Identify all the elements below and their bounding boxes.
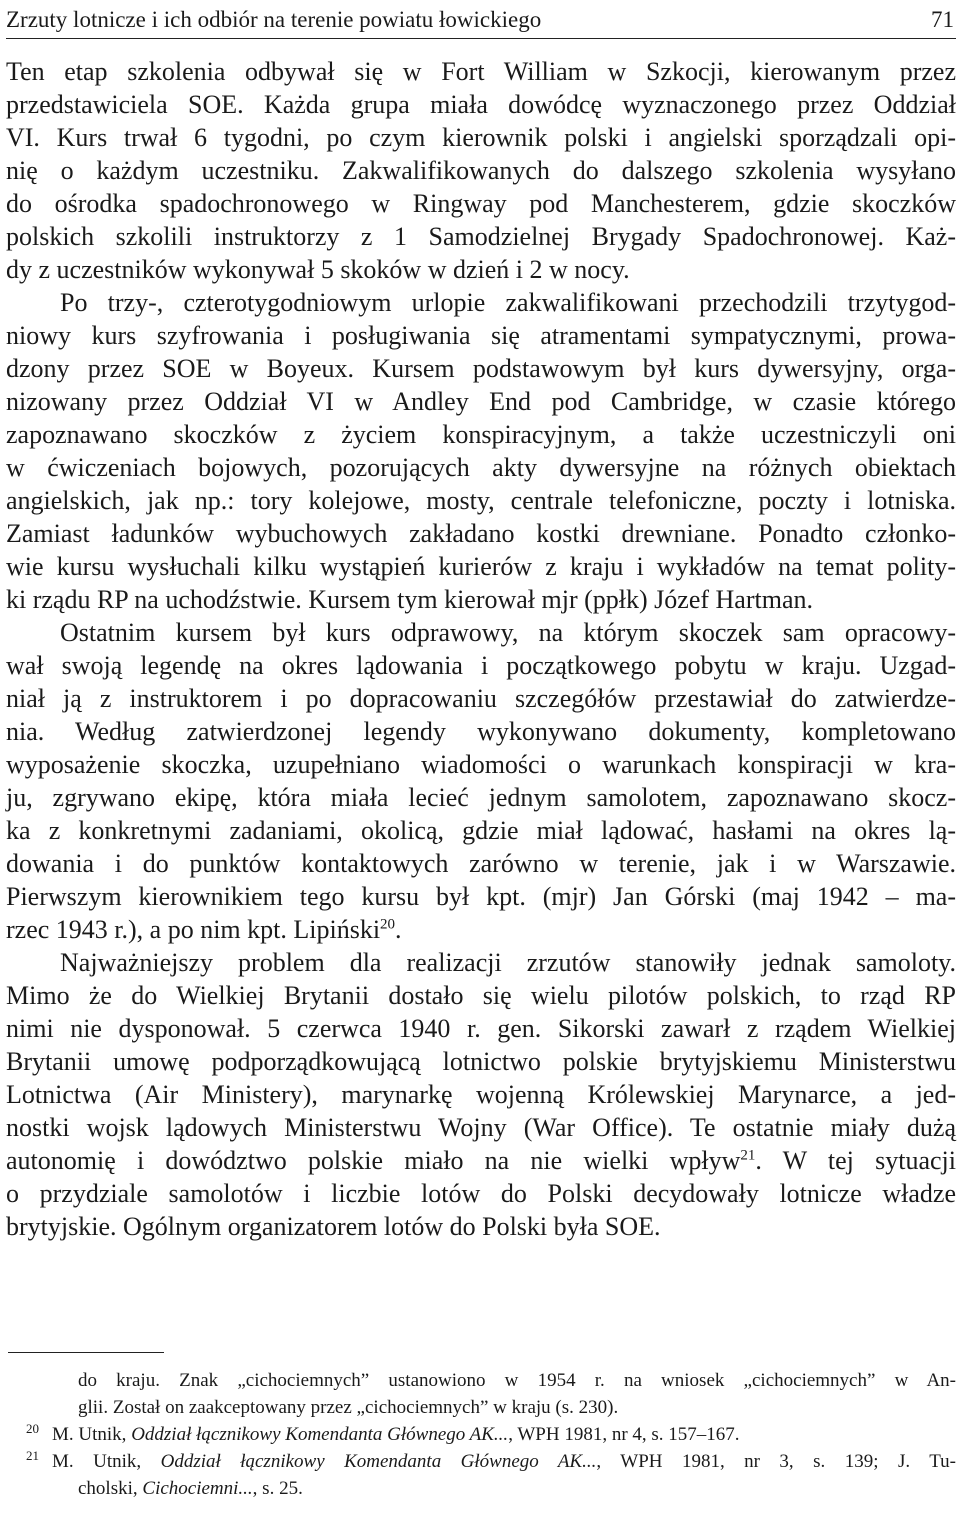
- text-line: nia. Według zatwierdzonej legendy wykonywano dokumenty, kompletowano: [6, 717, 956, 746]
- footnote-ref-21[interactable]: 21: [740, 1147, 756, 1164]
- text-fragment: . W tej sytuacji: [755, 1146, 956, 1175]
- text-line: ka z konkretnymi zadaniami, okolicą, gdzie miał lądować, hasłami na okres lą-: [6, 816, 956, 845]
- text-line: wyposażenie skoczka, uzupełniano wiadomości o warunkach konspiracji w kra-: [6, 750, 956, 779]
- text-fragment: .: [395, 915, 402, 944]
- paragraph: [6, 286, 956, 616]
- footnote-rest: , WPH 1981, nr 4, s. 157–167.: [508, 1424, 740, 1445]
- text-line: nię o każdym uczestniku. Zakwalifikowanych do dalszego szkolenia wysyłano: [6, 156, 956, 185]
- text-fragment: rzec 1943 r.), a po nim kpt. Lipiński: [6, 915, 381, 944]
- footnote-rest: , WPH 1981, nr 3, s. 139; J. Tu-: [596, 1451, 956, 1472]
- running-title: Zrzuty lotnicze i ich odbiór na terenie powiatu łowickiego: [6, 7, 542, 32]
- text-line: dowania i do punktów kontaktowych zarówno w terenie, jak i w Warszawie.: [6, 849, 956, 878]
- paragraph: [6, 946, 956, 1243]
- text-line: nizowany przez Oddział VI w Andley End pod Cambridge, w czasie którego: [6, 387, 956, 416]
- text-line: Najważniejszy problem dla realizacji zrzutów stanowiły jednak samoloty.: [60, 948, 956, 977]
- footnote-ref-20[interactable]: 20: [380, 916, 396, 933]
- footnote-title: Oddział łącznikowy Komendanta Głównego AK...: [160, 1451, 597, 1472]
- paragraph: [6, 55, 956, 286]
- footnote-21: [6, 1448, 956, 1475]
- text-line: VI. Kurs trwał 6 tygodni, po czym kierownik polski i angielski sporządzali opi-: [6, 123, 956, 152]
- text-line: niał ją z instruktorem i po dopracowaniu szczegółów przestawiał do zatwierdze-: [6, 684, 956, 713]
- text-line: przedstawiciela SOE. Każda grupa miała dowódcę wyznaczonego przez Oddział: [6, 90, 956, 119]
- page-number: 71: [931, 7, 954, 32]
- text-line: o przydziale samolotów i liczbie lotów do Polski decydowały lotnicze władze: [6, 1179, 956, 1208]
- text-line: do ośrodka spadochronowego w Ringway pod Manchesterem, gdzie skoczków: [6, 189, 956, 218]
- text-line: ki rządu RP na uchodźstwie. Kursem tym kierował mjr (ppłk) Józef Hartman.: [6, 585, 813, 614]
- footnote-author: M. Utnik,: [52, 1424, 132, 1445]
- footnote-continued-line: glii. Został on zaakceptowany przez „cichociemnych” w kraju (s. 230).: [78, 1397, 619, 1418]
- text-line: [6, 913, 956, 946]
- text-line: dzony przez SOE w Boyeux. Kursem podstawowym był kurs dywersyjny, orga-: [6, 354, 956, 383]
- text-line: Mimo że do Wielkiej Brytanii dostało się wielu pilotów polskich, to rząd RP: [6, 981, 956, 1010]
- document-page: [6, 0, 956, 1499]
- text-line: Pierwszym kierownikiem tego kursu był kpt. (mjr) Jan Górski (maj 1942 – ma-: [6, 882, 956, 911]
- text-line: ju, zgrywano ekipę, która miała lecieć jednym samolotem, zapoznawano skocz-: [6, 783, 956, 812]
- text-line: [6, 1144, 956, 1177]
- text-line: Brytanii umowę podporządkowującą lotnictwo polskie brytyjskiemu Ministerstwu: [6, 1047, 956, 1076]
- footnote-number: 20: [26, 1421, 39, 1436]
- footnote-21-continued: [6, 1475, 956, 1502]
- footnote-author: M. Utnik,: [52, 1451, 161, 1472]
- page-header: [6, 0, 956, 39]
- text-line: Lotnictwa (Air Ministery), marynarkę wojenną Królewskiej Marynarce, a jed-: [6, 1080, 956, 1109]
- text-line: niowy kurs szyfrowania i posługiwania się atramentami sympatycznymi, prowa-: [6, 321, 956, 350]
- footnote-title: Oddział łącznikowy Komendanta Głównego AK...: [131, 1424, 509, 1445]
- footnote-20: [6, 1421, 956, 1448]
- text-line: Ten etap szkolenia odbywał się w Fort William w Szkocji, kierowanym przez: [6, 57, 956, 86]
- text-line: wał swoją legendę na okres lądowania i początkowego pobytu w kraju. Uzgad-: [6, 651, 956, 680]
- text-fragment: autonomię i dowództwo polskie miało na nie wielki wpływ: [6, 1146, 741, 1175]
- footnote-author: cholski,: [78, 1478, 143, 1499]
- text-line: nostki wojsk lądowych Ministerstwu Wojny (War Office). Te ostatnie miały dużą: [6, 1113, 956, 1142]
- footnote-number: 21: [26, 1448, 39, 1463]
- footnote-rest: , s. 25.: [252, 1478, 303, 1499]
- text-line: Po trzy-, czterotygodniowym urlopie zakwalifikowani przechodzili trzytygod-: [60, 288, 956, 317]
- body-text: [6, 55, 956, 1243]
- text-line: zapoznawano skoczków z życiem konspiracyjnym, a także uczestniczyli oni: [6, 420, 956, 449]
- text-line: angielskich, jak np.: tory kolejowe, mosty, centrale telefoniczne, poczty i lotniska.: [6, 486, 956, 515]
- text-line: wie kursu wysłuchali kilku wystąpień kurierów z kraju i wykładów na temat polity-: [6, 552, 956, 581]
- footnotes: [6, 1367, 956, 1502]
- text-line: nimi nie dysponował. 5 czerwca 1940 r. gen. Sikorski zawarł z rządem Wielkiej: [6, 1014, 956, 1043]
- footnote-separator: [8, 1352, 164, 1353]
- text-line: Zamiast ładunków wybuchowych zakładano kostki drewniane. Ponadto członko-: [6, 519, 956, 548]
- footnote-title: Cichociemni...: [142, 1478, 253, 1499]
- text-line: polskich szkolili instruktorzy z 1 Samodzielnej Brygady Spadochronowej. Każ-: [6, 222, 956, 251]
- paragraph: [6, 616, 956, 946]
- footnote-continued-line: do kraju. Znak „cichociemnych” ustanowiono w 1954 r. na wniosek „cichociemnych” w An-: [78, 1370, 956, 1391]
- text-line: dy z uczestników wykonywał 5 skoków w dzień i 2 w nocy.: [6, 255, 630, 284]
- text-line: Ostatnim kursem był kurs odprawowy, na którym skoczek sam opracowy-: [60, 618, 956, 647]
- text-line: brytyjskie. Ogólnym organizatorem lotów do Polski była SOE.: [6, 1212, 661, 1241]
- text-line: w ćwiczeniach bojowych, pozorujących akty dywersyjne na różnych obiektach: [6, 453, 956, 482]
